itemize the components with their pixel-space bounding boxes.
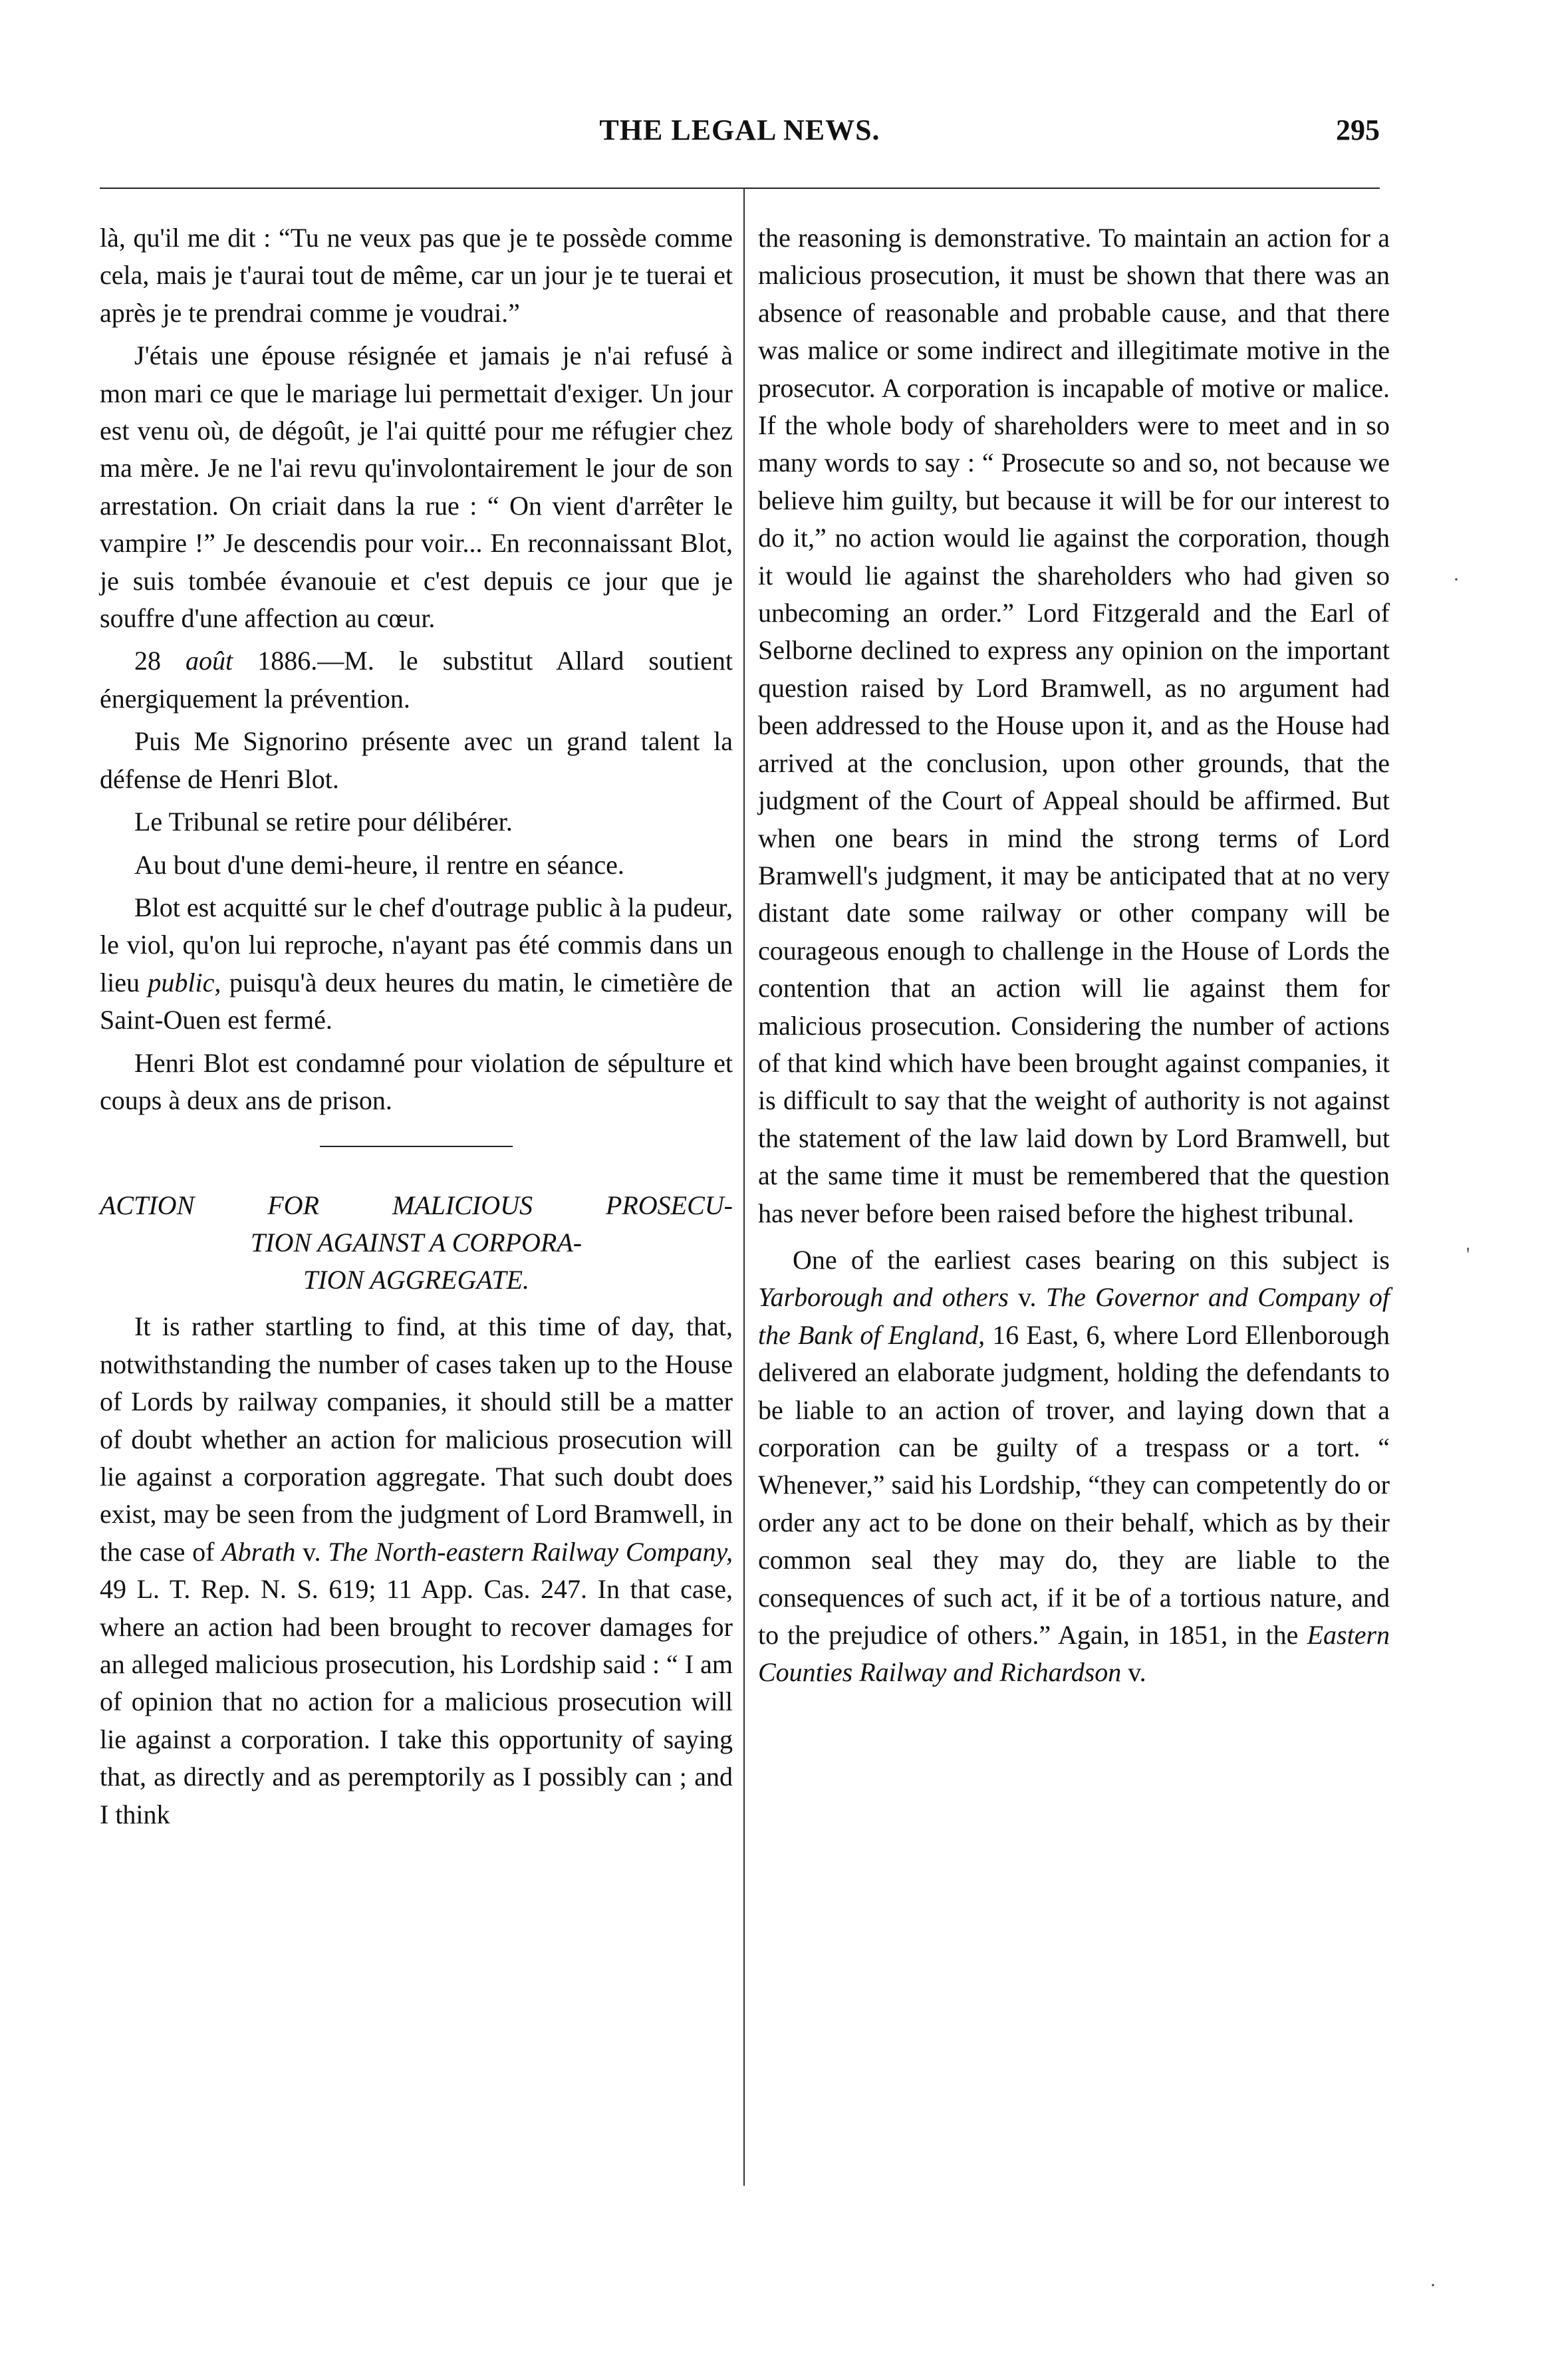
paragraph: J'étais une épouse résignée et jamais je n'ai refusé à mon mari ce que le mariage lui permettait d'exiger. Un jour est venu où, de dégoût, je l'ai quitté pour me réfugier chez ma mère. Je ne l'ai revu qu'involontairement le jour de son arrestation. On criait dans la rue : “ On vient d'arrêter le vampire !” Je descendis pour voir... En reconnaissant Blot, je suis tombée évanouie et c'est depuis ce jour que je souffre d'une affection au cœur. bbox=[100, 340, 733, 634]
paragraph: Au bout d'une demi-heure, il rentre en séance. bbox=[134, 849, 624, 880]
heading-line: TION AGAINST A CORPORA- bbox=[250, 1228, 582, 1258]
left-column bbox=[100, 219, 733, 1839]
margin-mark: · bbox=[1430, 2274, 1436, 2296]
date-day: 28 bbox=[134, 646, 161, 676]
paragraph bbox=[100, 889, 733, 1039]
paragraph-text: 49 L. T. Rep. N. S. 619; 11 App. Cas. 247. In that case, where an action had been brought to recover damages for an alleged malicious prosecution, his Lordship said : “ I am of opinion that no action for a malicious prosecution will lie against a corporation. I take this opportunity of saying that, as directly and as peremptorily as I possibly can ; and I think bbox=[100, 1574, 733, 1829]
paragraph: the reasoning is demonstrative. To maintain an action for a malicious prosecution, it must be shown that there was an absence of reasonable and probable cause, and that there was malice or some indirect and illegitimate motive in the prosecutor. A corporation is incapable of motive or malice. If the whole body of shareholders were to meet and in so many words to say : “ Prosecute so and so, not because we believe him guilty, but because it will be for our interest to do it,” no action would lie against the corporation, though it would lie against the shareholders who had given so unbecoming an order.” Lord Fitzgerald and the Earl of Selborne declined to express any opinion on the important question raised by Lord Bramwell, as no argument had been addressed to the House upon it, and as the House had arrived at the conclusion, upon other grounds, that the judgment of the Court of Appeal should be affirmed. But when one bears in mind the strong terms of Lord Bramwell's judgment, it may be anticipated that at no very distant date some railway or other company will be courageous enough to challenge in the House of Lords the contention that an action will lie against them for malicious prosecution. Considering the number of actions of that kind which have been brought against companies, it is difficult to say that the weight of authority is not against the statement of the law laid down by Lord Bramwell, but at the same time it must be remembered that the question has never before been raised before the highest tribunal. bbox=[758, 223, 1390, 1228]
header-rule bbox=[100, 188, 1380, 189]
paragraph bbox=[100, 1308, 733, 1833]
running-title: THE LEGAL NEWS. bbox=[599, 114, 880, 146]
paragraph-text: Blot est acquitté sur le chef d'outrage public à la pudeur, le viol, qu'on lui reproche, n'ayant pas été commis dans un lieu bbox=[100, 892, 733, 997]
heading-line: TION AGGREGATE. bbox=[303, 1265, 529, 1295]
paragraph-text: puisqu'à deux heures du matin, le cimetière de Saint-Ouen est fermé. bbox=[100, 967, 733, 1035]
paragraph-text: 16 East, 6, where Lord Ellenborough delivered an elaborate judgment, holding the defendants to be liable to an action of trover, and laying down that a corporation can be guilty of a trespass or a tort. “ Whenever,” said his Lordship, “they can competently do or order any act to be done on their behalf, which as by their common seal they may do, they are liable to the consequences of such act, if it be of a tortious nature, and to the prejudice of others.” Again, in 1851, in the bbox=[758, 1319, 1390, 1651]
versus: v. bbox=[1018, 1282, 1037, 1313]
paragraph-text: 1886.—M. le substitut Allard soutient énergiquement la prévention. bbox=[100, 646, 733, 714]
page-number: 295 bbox=[1336, 114, 1380, 146]
margin-mark: ' bbox=[1466, 1244, 1470, 1265]
right-column bbox=[758, 219, 1390, 1697]
paragraph bbox=[100, 642, 733, 718]
paragraph bbox=[758, 1242, 1390, 1692]
margin-mark: · bbox=[1453, 569, 1460, 591]
versus: v. bbox=[1128, 1657, 1146, 1688]
paragraph: là, qu'il me dit : “Tu ne veux pas que je te possède comme cela, mais je t'aurai tout de même, car un jour je te tuerai et après je te prendrai comme je voudrai.” bbox=[100, 223, 733, 328]
case-name: The Governor and Company of the Bank of England, bbox=[758, 1282, 1390, 1350]
paragraph: Puis Me Signorino présente avec un grand talent la défense de Henri Blot. bbox=[100, 726, 733, 794]
italic-word: public, bbox=[148, 967, 221, 997]
heading-line: ACTION FOR MALICIOUS PROSECU- bbox=[100, 1190, 733, 1221]
paragraph: Le Tribunal se retire pour délibérer. bbox=[134, 807, 513, 837]
case-name: Eastern Counties Railway and Richardson bbox=[758, 1620, 1390, 1688]
date-month: août bbox=[186, 646, 233, 676]
case-name: Yarborough and others bbox=[758, 1282, 1009, 1313]
paragraph-text: It is rather startling to find, at this time of day, that, notwithstanding the number of cases taken up to the House of Lords by railway companies, it should still be a matter of doubt whether an action for malicious prosecution will lie against a corporation aggregate. That such doubt does exist, may be seen from the judgment of Lord Bramwell, in the case of bbox=[100, 1311, 733, 1567]
versus: v. bbox=[303, 1536, 321, 1567]
paragraph: Henri Blot est condamné pour violation de sépulture et coups à deux ans de prison. bbox=[100, 1047, 733, 1115]
case-name: Abrath bbox=[221, 1536, 296, 1567]
column-divider bbox=[743, 188, 745, 2186]
article-heading bbox=[100, 1187, 733, 1299]
paragraph-text: One of the earliest cases bearing on this subject is bbox=[793, 1244, 1390, 1275]
page-header bbox=[100, 113, 1380, 160]
case-name: The North-eastern Railway Company, bbox=[328, 1536, 733, 1567]
section-divider bbox=[320, 1146, 513, 1147]
